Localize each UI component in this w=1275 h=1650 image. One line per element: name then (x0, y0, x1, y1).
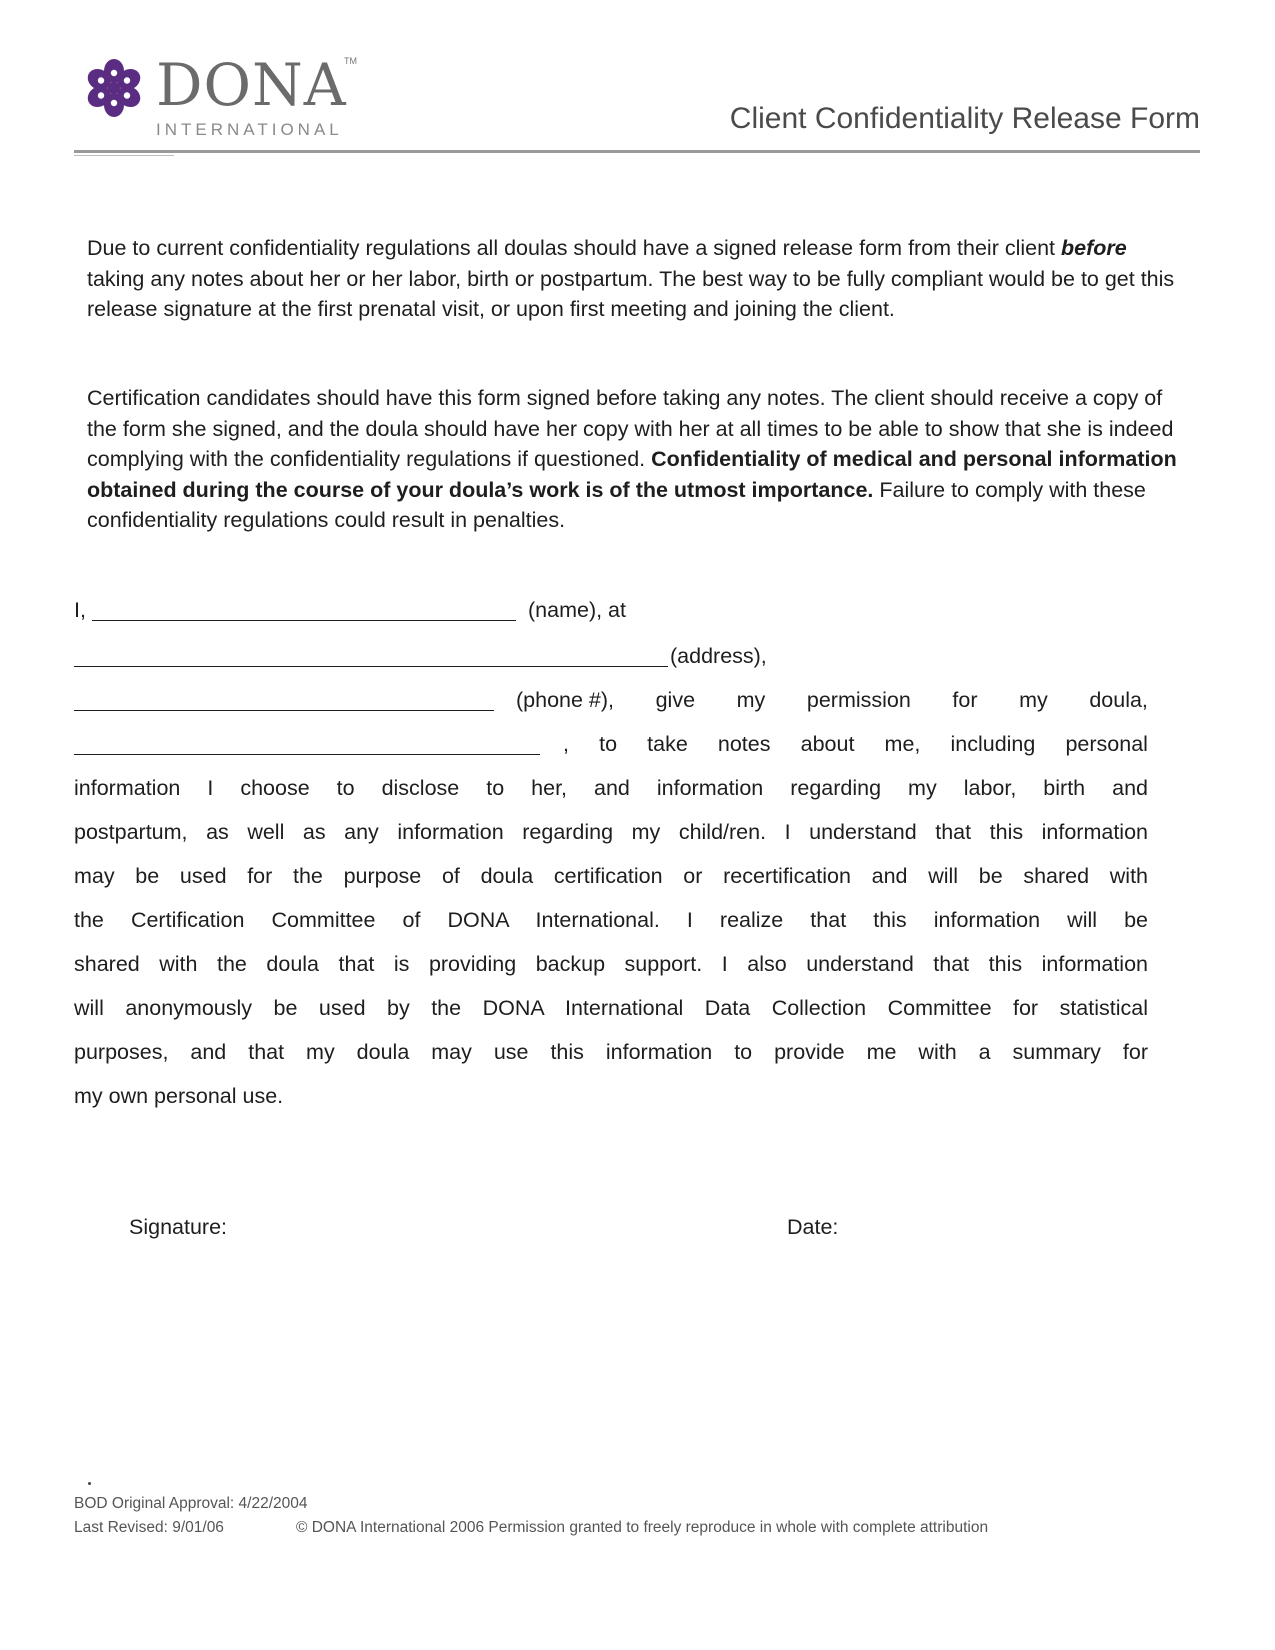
intro-p1-text-after: taking any notes about her or her labor, birth or postpartum. The best way to be fully compliant would be to get this release signature at the first prenatal visit, or upon first meeting and joining the client. (87, 266, 1175, 321)
word: (phone #), (516, 688, 615, 712)
header-divider (74, 150, 1200, 153)
footer-approval: BOD Original Approval: 4/22/2004 (74, 1495, 308, 1512)
intro-p2-text-after: Failure to comply with these confidentiality regulations could result in penalties. (87, 477, 1146, 532)
doula-name-blank[interactable] (74, 754, 540, 755)
word: notes (717, 732, 771, 756)
doula-notes-line (563, 734, 1148, 756)
logo-subtext: INTERNATIONAL (156, 120, 343, 139)
form-body-line: postpartum, as well as any information regarding my child/ren. I understand that this information (74, 820, 1148, 844)
form-body-line: will anonymously be used by the DONA International Data Collection Committee for statistical (74, 996, 1148, 1020)
form-title: Client Confidentiality Release Form (729, 102, 1200, 135)
signature-label: Signature: (129, 1215, 228, 1239)
word: to (599, 732, 618, 756)
word: give (655, 688, 696, 712)
flower-logo-icon (82, 56, 146, 120)
word: , (563, 732, 569, 756)
form-body-line: the Certification Committee of DONA International. I realize that this information will be (74, 908, 1148, 932)
word: my (1019, 688, 1048, 712)
word: me, (884, 732, 921, 756)
name-label: (name), at (528, 598, 626, 622)
intro-p2-bold: Confidentiality of medical and personal information obtained during the course of your doula’s work is of the utmost importance. (87, 447, 1177, 502)
intro-p1-text: Due to current confidentiality regulations all doulas should have a signed release form from their client (87, 236, 1061, 260)
footer-copyright: © DONA International 2006 Permission granted to freely reproduce in whole with complete attribution (296, 1519, 989, 1536)
phone-permission-line (516, 690, 1148, 712)
footer-revised: Last Revised: 9/01/06 (74, 1519, 224, 1536)
word: doula, (1089, 688, 1148, 712)
word: take (647, 732, 688, 756)
address-blank[interactable] (74, 666, 668, 667)
date-label: Date: (787, 1215, 839, 1239)
logo-trademark: TM (344, 56, 357, 66)
form-body-line: shared with the doula that is providing backup support. I also understand that this information (74, 952, 1148, 976)
form-body-line: information I choose to disclose to her, and information regarding my labor, birth and (74, 776, 1148, 800)
word: my (736, 688, 766, 712)
word: personal (1065, 732, 1148, 756)
dona-logo (82, 51, 372, 146)
word: permission (806, 688, 911, 712)
name-blank[interactable] (92, 620, 516, 621)
intro-p1-emphasis: before (1061, 236, 1127, 260)
word: including (950, 732, 1036, 756)
logo-wordmark: DONA (156, 51, 347, 119)
form-body-line: may be used for the purpose of doula certification or recertification and will be shared with (74, 864, 1148, 888)
word: about (800, 732, 855, 756)
stray-mark (88, 1482, 91, 1485)
address-label: (address), (670, 644, 767, 668)
form-body-last-line: my own personal use. (74, 1084, 284, 1108)
phone-blank[interactable] (74, 710, 494, 711)
form-body-line: purposes, and that my doula may use this information to provide me with a summary for (74, 1040, 1148, 1064)
i-label: I, (74, 598, 86, 622)
intro-paragraph-1 (87, 233, 1187, 325)
intro-paragraph-2 (87, 383, 1187, 536)
intro-p2-text: Certification candidates should have this form signed before taking any notes. The client should receive a copy of the form she signed, and the doula should have her copy with her at all times to be able to show that she is indeed complying with the confidentiality regulations if questioned. (87, 386, 1174, 471)
header-divider-accent (74, 155, 174, 156)
word: for (952, 688, 978, 712)
